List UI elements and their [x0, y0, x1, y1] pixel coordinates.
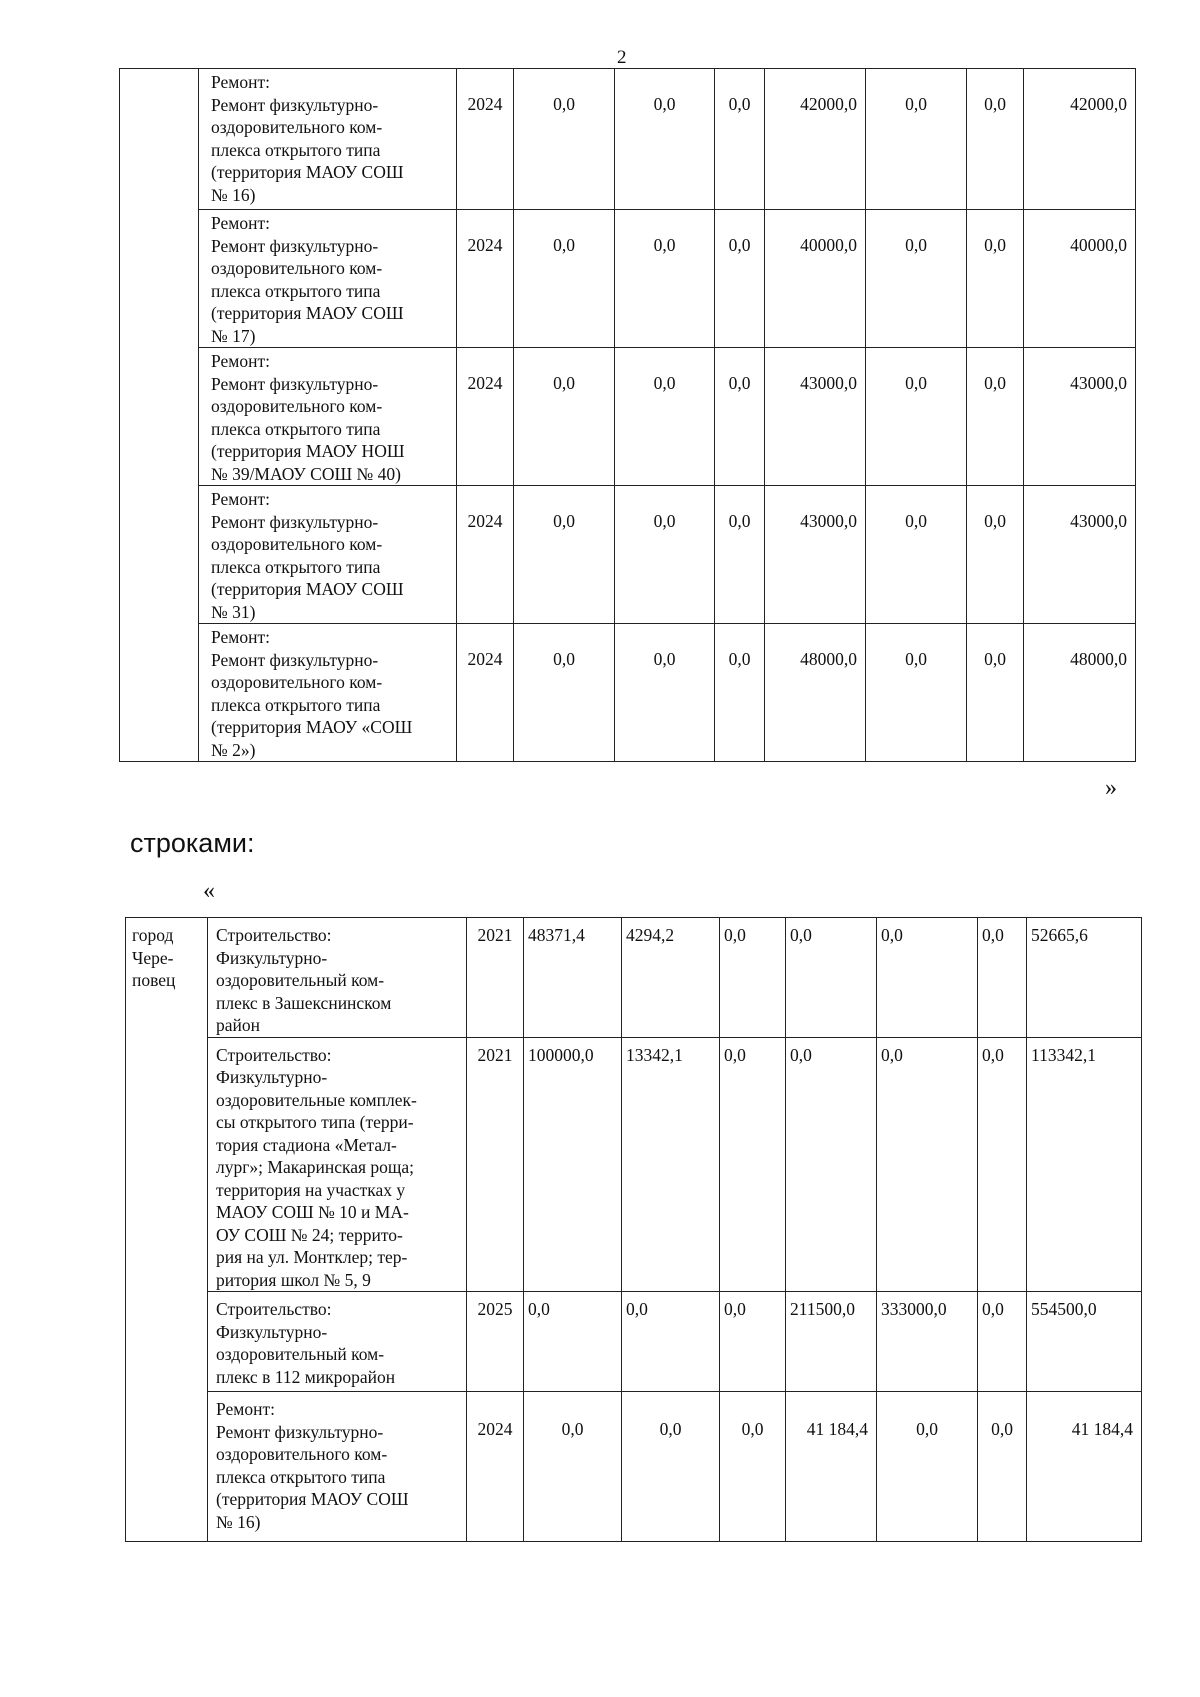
closing-quote: »	[1105, 775, 1117, 801]
value-cell: 0,0	[866, 210, 967, 348]
value-cell: 0,0	[866, 624, 967, 762]
value-cell: 0,0	[514, 348, 615, 486]
value-cell: 0,0	[967, 210, 1024, 348]
year-cell: 2024	[457, 624, 514, 762]
value-cell: 0,0	[978, 1392, 1027, 1542]
table-row	[120, 69, 1136, 210]
value-cell: 0,0	[967, 624, 1024, 762]
description-cell: Строительство: Физкультурно- оздоровительные комплек- сы открытого типа (терри- тория стадиона «Метал- лург»; Макаринская роща; территория на участках у МАОУ СОШ № 10 и МА- ОУ СОШ № 24; террито- рия на ул. Монтклер; тер- ритория школ № 5, 9	[208, 1037, 467, 1292]
table-row	[120, 210, 1136, 348]
value-cell: 0,0	[877, 1392, 978, 1542]
value-cell: 0,0	[615, 624, 715, 762]
year-cell: 2021	[467, 918, 524, 1038]
table-row	[126, 1037, 1142, 1292]
value-cell: 0,0	[866, 69, 967, 210]
value-cell: 0,0	[967, 486, 1024, 624]
value-cell: 0,0	[622, 1292, 720, 1392]
value-cell: 42000,0	[765, 69, 866, 210]
value-cell: 48000,0	[765, 624, 866, 762]
value-cell: 0,0	[978, 918, 1027, 1038]
value-cell: 0,0	[715, 348, 765, 486]
total-cell: 113342,1	[1027, 1037, 1142, 1292]
description-cell: Строительство: Физкультурно- оздоровительный ком- плекс в Зашекснинском район	[208, 918, 467, 1038]
year-cell: 2024	[457, 486, 514, 624]
year-cell: 2025	[467, 1292, 524, 1392]
lines-label: строками:	[130, 828, 255, 858]
table-bottom	[125, 917, 1142, 1542]
value-cell: 0,0	[514, 69, 615, 210]
description-cell: Ремонт: Ремонт физкультурно- оздоровительного ком- плекса открытого типа (территория МАОУ «СОШ № 2»)	[199, 624, 457, 762]
value-cell: 0,0	[866, 486, 967, 624]
value-cell: 0,0	[524, 1292, 622, 1392]
opening-quote: «	[203, 878, 215, 904]
value-cell: 0,0	[877, 918, 978, 1038]
description-cell: Ремонт: Ремонт физкультурно- оздоровительного ком- плекса открытого типа (территория МАОУ СОШ № 16)	[208, 1392, 467, 1542]
table-row	[120, 486, 1136, 624]
value-cell: 0,0	[720, 1037, 786, 1292]
total-cell: 41 184,4	[1027, 1392, 1142, 1542]
table-top	[119, 68, 1136, 762]
region-cell	[120, 69, 199, 762]
year-cell: 2024	[457, 210, 514, 348]
total-cell: 40000,0	[1024, 210, 1136, 348]
value-cell: 43000,0	[765, 486, 866, 624]
value-cell: 0,0	[715, 486, 765, 624]
description-cell: Ремонт: Ремонт физкультурно- оздоровительного ком- плекса открытого типа (территория МАОУ НОШ № 39/МАОУ СОШ № 40)	[199, 348, 457, 486]
value-cell: 0,0	[514, 624, 615, 762]
value-cell: 0,0	[715, 69, 765, 210]
table-row	[126, 1392, 1142, 1542]
value-cell: 100000,0	[524, 1037, 622, 1292]
value-cell: 0,0	[524, 1392, 622, 1542]
value-cell: 0,0	[967, 69, 1024, 210]
table-row	[120, 348, 1136, 486]
description-cell: Строительство: Физкультурно- оздоровительный ком- плекс в 112 микрорайон	[208, 1292, 467, 1392]
description-cell: Ремонт: Ремонт физкультурно- оздоровительного ком- плекса открытого типа (территория МАОУ СОШ № 16)	[199, 69, 457, 210]
value-cell: 333000,0	[877, 1292, 978, 1392]
value-cell: 43000,0	[765, 348, 866, 486]
value-cell: 0,0	[615, 210, 715, 348]
value-cell: 0,0	[720, 1292, 786, 1392]
table-row	[126, 918, 1142, 1038]
value-cell: 48371,4	[524, 918, 622, 1038]
year-cell: 2021	[467, 1037, 524, 1292]
value-cell: 0,0	[615, 348, 715, 486]
year-cell: 2024	[457, 69, 514, 210]
total-cell: 554500,0	[1027, 1292, 1142, 1392]
total-cell: 43000,0	[1024, 348, 1136, 486]
total-cell: 42000,0	[1024, 69, 1136, 210]
value-cell: 0,0	[715, 624, 765, 762]
year-cell: 2024	[467, 1392, 524, 1542]
value-cell: 0,0	[786, 918, 877, 1038]
value-cell: 0,0	[978, 1292, 1027, 1392]
value-cell: 0,0	[720, 918, 786, 1038]
region-cell: город Чере- повец	[126, 918, 208, 1542]
value-cell: 4294,2	[622, 918, 720, 1038]
value-cell: 0,0	[715, 210, 765, 348]
total-cell: 48000,0	[1024, 624, 1136, 762]
total-cell: 52665,6	[1027, 918, 1142, 1038]
value-cell: 0,0	[877, 1037, 978, 1292]
description-cell: Ремонт: Ремонт физкультурно- оздоровительного ком- плекса открытого типа (территория МАОУ СОШ № 17)	[199, 210, 457, 348]
value-cell: 0,0	[615, 486, 715, 624]
value-cell: 13342,1	[622, 1037, 720, 1292]
value-cell: 0,0	[786, 1037, 877, 1292]
page-number: 2	[617, 47, 627, 68]
value-cell: 0,0	[514, 210, 615, 348]
table-row	[126, 1292, 1142, 1392]
value-cell: 40000,0	[765, 210, 866, 348]
total-cell: 43000,0	[1024, 486, 1136, 624]
value-cell: 0,0	[615, 69, 715, 210]
table-row	[120, 624, 1136, 762]
value-cell: 0,0	[514, 486, 615, 624]
year-cell: 2024	[457, 348, 514, 486]
value-cell: 0,0	[720, 1392, 786, 1542]
value-cell: 211500,0	[786, 1292, 877, 1392]
value-cell: 0,0	[622, 1392, 720, 1542]
value-cell: 0,0	[967, 348, 1024, 486]
value-cell: 41 184,4	[786, 1392, 877, 1542]
value-cell: 0,0	[978, 1037, 1027, 1292]
description-cell: Ремонт: Ремонт физкультурно- оздоровительного ком- плекса открытого типа (территория МАОУ СОШ № 31)	[199, 486, 457, 624]
value-cell: 0,0	[866, 348, 967, 486]
